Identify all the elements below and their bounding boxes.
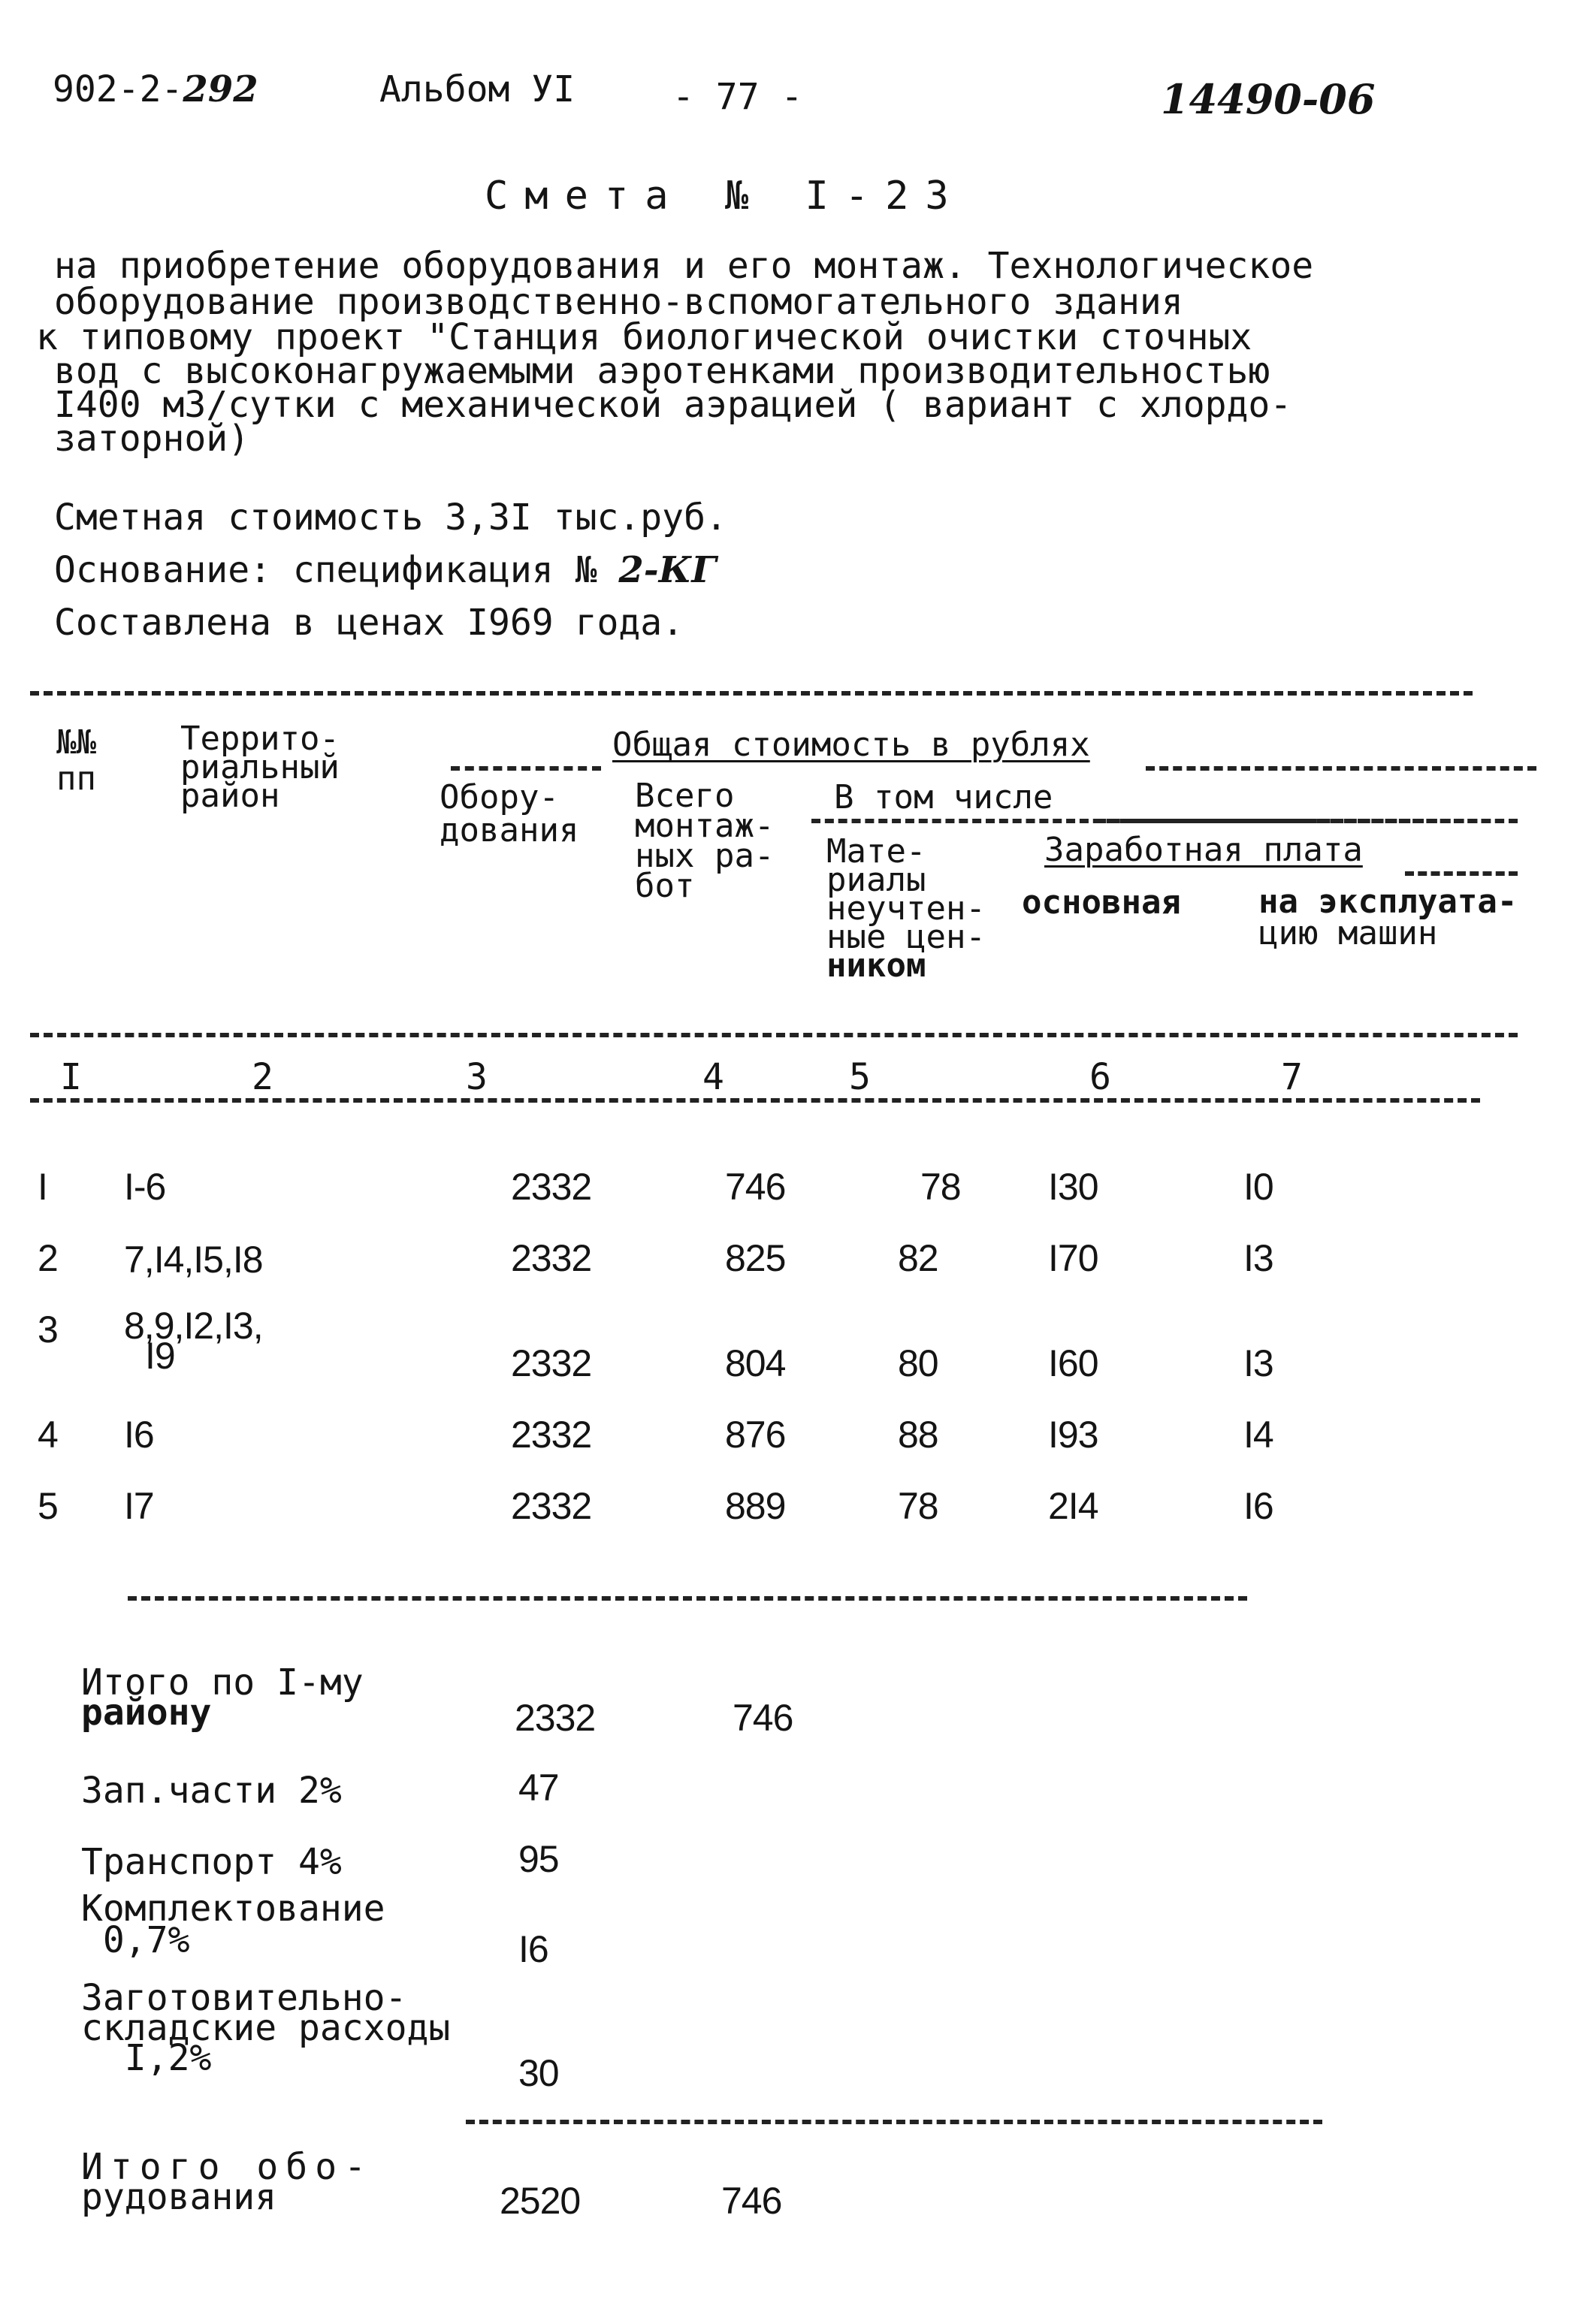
col-materials-header-line: риалы: [826, 861, 926, 899]
cell-equipment: 2332: [511, 1166, 592, 1208]
description-line: вод с высоконагружаемыми аэротенками производительностью: [54, 350, 1270, 392]
summary-equipment: 2332: [515, 1697, 596, 1739]
cell-wage-machines: I0: [1243, 1166, 1273, 1208]
cell-territory: 7,I4,I5,I8: [124, 1239, 263, 1281]
col-number-1: I: [60, 1056, 82, 1098]
total-rule: [466, 2120, 1322, 2124]
col-equipment-header-line: дования: [440, 811, 579, 850]
basis-label: Основание: спецификация №: [54, 549, 597, 591]
header-rule: [1405, 871, 1518, 876]
description-line: на приобретение оборудования и его монтаж. Технологическое: [54, 245, 1314, 287]
doc-code: [53, 68, 258, 110]
col-materials-header-line: ные цен-: [826, 918, 986, 956]
summary-label-line: I,2%: [81, 2037, 212, 2079]
col-territory-header-line: Террито-: [180, 720, 340, 758]
col-equipment-header-line: Обору-: [440, 778, 559, 816]
header-bottom-rule: [30, 1033, 1518, 1037]
col-territory-header-line: риальный: [180, 748, 340, 786]
col-wage-machines-header: [1258, 883, 1518, 952]
prices-year: Составлена в ценах I969 года.: [54, 602, 684, 644]
cell-wage-main: 2I4: [1048, 1485, 1098, 1527]
col-install-header-line: бот: [635, 867, 695, 905]
cell-n: 3: [38, 1308, 58, 1351]
total-install: 746: [721, 2180, 782, 2222]
col-number-4: 4: [702, 1056, 724, 1098]
album-label: Альбом УI: [379, 68, 576, 110]
col-number-2: 2: [252, 1056, 273, 1098]
summary-label: [81, 1977, 451, 2079]
cell-territory: I6: [124, 1414, 154, 1456]
group-total-header: Общая стоимость в рублях: [612, 726, 1090, 764]
cell-wage-main: I60: [1048, 1342, 1098, 1384]
estimated-cost: [54, 496, 727, 539]
summary-label: Транспорт 4%: [81, 1841, 342, 1883]
cell-install: 889: [725, 1485, 786, 1527]
col-wage-machines-header-line: на эксплуата-: [1258, 883, 1518, 921]
cell-n: 5: [38, 1485, 58, 1527]
total-label-line: Итого обо-: [81, 2146, 373, 2188]
col-equipment-header: [440, 778, 579, 850]
cell-materials: 80: [898, 1342, 938, 1384]
cost-value: 3,3I тыс.руб.: [445, 496, 727, 539]
cell-materials: 78: [898, 1485, 938, 1527]
basis-value: 2-КГ: [618, 549, 717, 591]
cell-wage-main: I93: [1048, 1414, 1098, 1456]
cell-territory-line: 8,9,I2,I3,: [124, 1305, 263, 1347]
cell-materials: 78: [920, 1166, 961, 1208]
col-materials-header-line: ником: [826, 946, 926, 985]
total-label: [81, 2146, 373, 2218]
col-install-header-line: ных ра-: [635, 837, 775, 875]
cell-equipment: 2332: [511, 1237, 592, 1279]
header-rule: [1097, 819, 1518, 823]
col-materials-header-line: Мате-: [826, 832, 926, 871]
summary-label: Зап.части 2%: [81, 1770, 342, 1812]
col-num-header-line: №№: [56, 723, 96, 762]
page-title: Смета № I-23: [485, 174, 965, 219]
column-numbers-rule: [30, 1098, 1480, 1103]
group-wages-header: Заработная плата: [1044, 831, 1363, 869]
summary-equipment: 30: [518, 2052, 559, 2094]
col-install-header: [635, 777, 775, 905]
col-num-header: [56, 725, 96, 797]
cell-materials: 88: [898, 1414, 938, 1456]
cell-wage-main: I30: [1048, 1166, 1098, 1208]
col-territory-header-line: район: [180, 777, 280, 815]
cell-wage-machines: I3: [1243, 1237, 1273, 1279]
cell-n: 2: [38, 1237, 58, 1279]
summary-label: [81, 1888, 385, 1961]
col-wage-main-header: основная: [1022, 883, 1181, 922]
cell-wage-machines: I3: [1243, 1342, 1273, 1384]
summary-label-line: складские расходы: [81, 2007, 451, 2049]
summary-label-line: Заготовительно-: [81, 1977, 407, 2019]
col-number-7: 7: [1281, 1056, 1303, 1098]
cell-territory: I-6: [124, 1166, 166, 1208]
col-num-header-line: пп: [56, 759, 96, 798]
cell-wage-main: I70: [1048, 1237, 1098, 1279]
cell-territory: [124, 1305, 263, 1377]
doc-code-prefix: 902-2-: [53, 68, 183, 110]
col-install-header-line: Всего: [635, 777, 735, 815]
doc-code-suffix: 292: [183, 68, 258, 110]
summary-label: [81, 1662, 364, 1734]
summary-label-line: Комплектование: [81, 1888, 385, 1930]
cell-n: 4: [38, 1414, 58, 1456]
cell-wage-machines: I4: [1243, 1414, 1273, 1456]
page-number: - 77 -: [672, 76, 803, 118]
summary-equipment: 47: [518, 1767, 559, 1809]
summary-label-line: району: [81, 1692, 212, 1734]
cell-equipment: 2332: [511, 1485, 592, 1527]
col-materials-header-line: неучтен-: [826, 889, 986, 928]
col-number-5: 5: [849, 1056, 871, 1098]
summary-equipment: 95: [518, 1838, 559, 1880]
description-line: заторной): [54, 418, 250, 460]
cell-materials: 82: [898, 1237, 938, 1279]
cost-label: Сметная стоимость: [54, 496, 424, 539]
header-rule: [1146, 766, 1536, 771]
description-line: оборудование производственно-вспомогательного здания: [54, 281, 1183, 323]
col-number-6: 6: [1089, 1056, 1111, 1098]
header-rule: [451, 766, 601, 771]
summary-equipment: I6: [518, 1928, 548, 1970]
table-top-rule: [30, 691, 1473, 696]
cell-territory-line: I9: [145, 1335, 175, 1377]
doc-number: 14490-06: [1161, 75, 1376, 123]
cell-territory: I7: [124, 1485, 154, 1527]
total-label-line: рудования: [81, 2176, 277, 2218]
col-territory-header: [180, 720, 340, 815]
cell-install: 746: [725, 1166, 786, 1208]
col-materials-header: [826, 832, 986, 985]
cell-equipment: 2332: [511, 1414, 592, 1456]
cell-install: 804: [725, 1342, 786, 1384]
summary-label-line: 0,7%: [81, 1919, 190, 1961]
cell-wage-machines: I6: [1243, 1485, 1273, 1527]
col-install-header-line: монтаж-: [635, 807, 775, 845]
rows-bottom-rule: [128, 1596, 1247, 1601]
description-line: I400 м3/сутки с механической аэрацией ( вариант с хлордо-: [54, 384, 1292, 426]
col-number-3: 3: [466, 1056, 488, 1098]
col-wage-machines-header-line: цию машин: [1258, 914, 1438, 952]
total-equipment: 2520: [500, 2180, 581, 2222]
basis: [54, 549, 717, 591]
cell-install: 876: [725, 1414, 786, 1456]
cell-equipment: 2332: [511, 1342, 592, 1384]
summary-label-line: Итого по I-му: [81, 1662, 364, 1704]
cell-n: I: [38, 1166, 47, 1208]
summary-install: 746: [733, 1697, 793, 1739]
group-including-header: В том числе: [834, 778, 1053, 816]
cell-install: 825: [725, 1237, 786, 1279]
description-line: к типовому проект "Станция биологической очистки сточных: [36, 316, 1252, 358]
